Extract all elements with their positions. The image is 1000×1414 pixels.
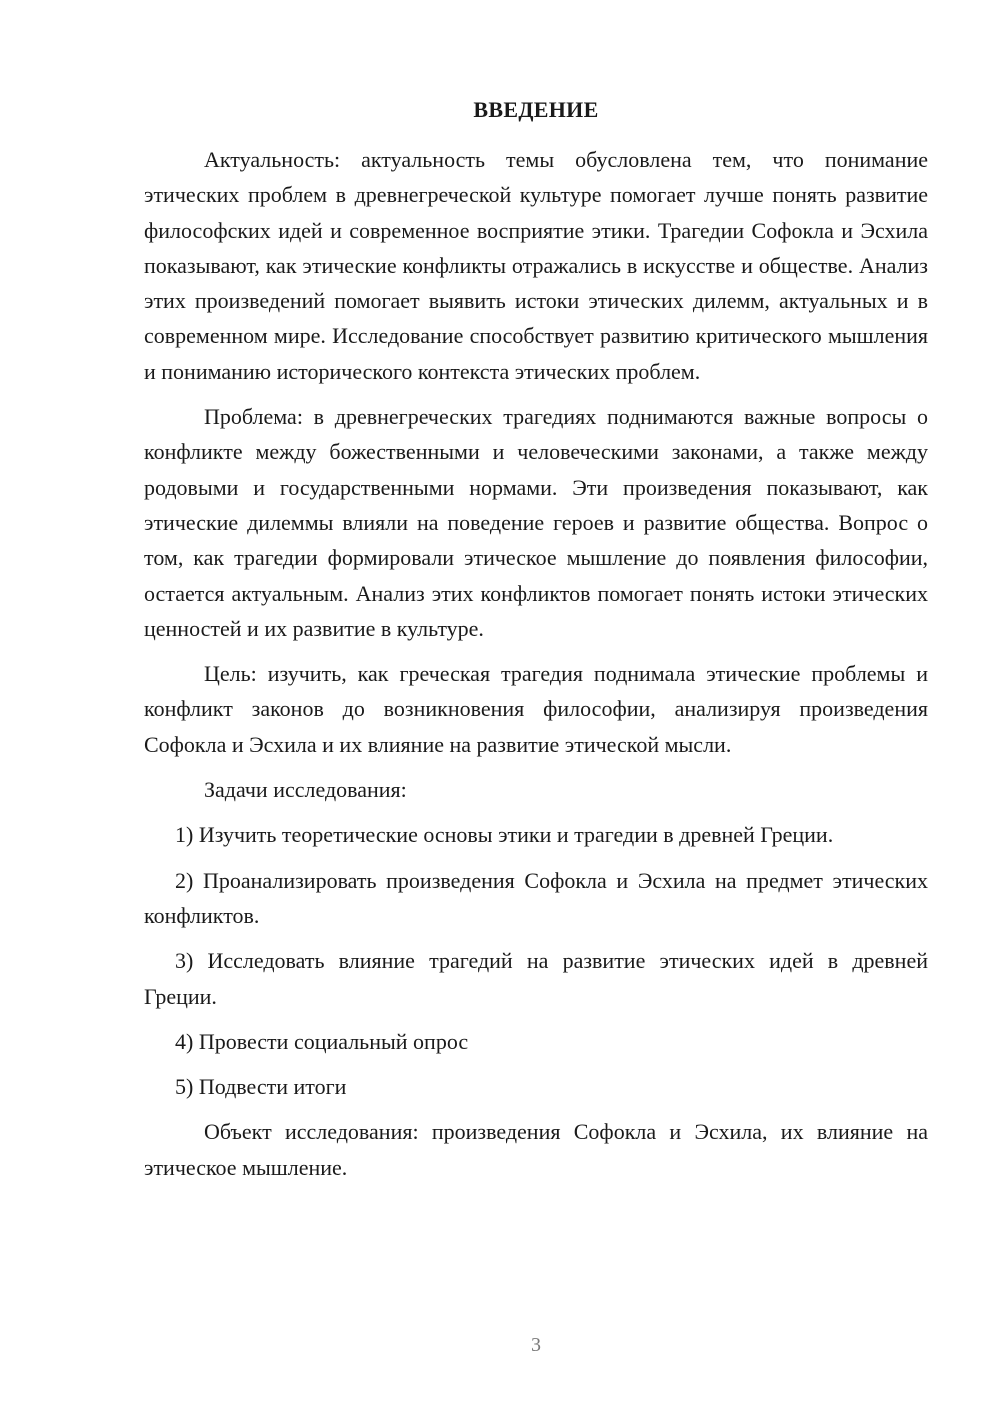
document-body bbox=[144, 142, 928, 1185]
problem-paragraph: Проблема: в древнегреческих трагедиях поднимаются важные вопросы о конфликте между божественными и человеческими законами, а также между родовыми и государственными нормами. Эти произведения показывают, как этические дилеммы влияли на поведение героев и развитие общества. Вопрос о том, как трагедии формировали этическое мышление до появления философии, остается актуальным. Анализ этих конфликтов помогает понять истоки этических ценностей и их развитие в культуре. bbox=[144, 404, 928, 641]
task-item-4: 4) Провести социальный опрос bbox=[175, 1028, 469, 1054]
tasks-heading: Задачи исследования: bbox=[204, 777, 407, 803]
task-item-5: 5) Подвести итоги bbox=[175, 1074, 347, 1100]
task-item-2: 2) Проанализировать произведения Софокла и Эсхила на предмет этических конфликтов. bbox=[144, 867, 928, 928]
task-item-3: 3) Исследовать влияние трагедий на развитие этических идей в древней Греции. bbox=[144, 948, 928, 1009]
page-number: 3 bbox=[531, 1334, 541, 1356]
page-title: ВВЕДЕНИЕ bbox=[473, 97, 599, 122]
object-paragraph: Объект исследования: произведения Софокла и Эсхила, их влияние на этическое мышление. bbox=[144, 1119, 928, 1180]
task-item-1: 1) Изучить теоретические основы этики и трагедии в древней Греции. bbox=[175, 822, 834, 848]
goal-paragraph: Цель: изучить, как греческая трагедия поднимала этические проблемы и конфликт законов до возникновения философии, анализируя произведения Софокла и Эсхила и их влияние на развитие этической мысли. bbox=[144, 661, 928, 757]
relevance-paragraph: Актуальность: актуальность темы обусловлена тем, что понимание этических проблем в древнегреческой культуре помогает лучше понять развитие философских идей и современное восприятие этики. Трагедии Софокла и Эсхила показывают, как этические конфликты отражались в искусстве и обществе. Анализ этих произведений помогает выявить истоки этических дилемм, актуальных и в современном мире. Исследование способствует развитию критического мышления и пониманию исторического контекста этических проблем. bbox=[144, 147, 928, 384]
